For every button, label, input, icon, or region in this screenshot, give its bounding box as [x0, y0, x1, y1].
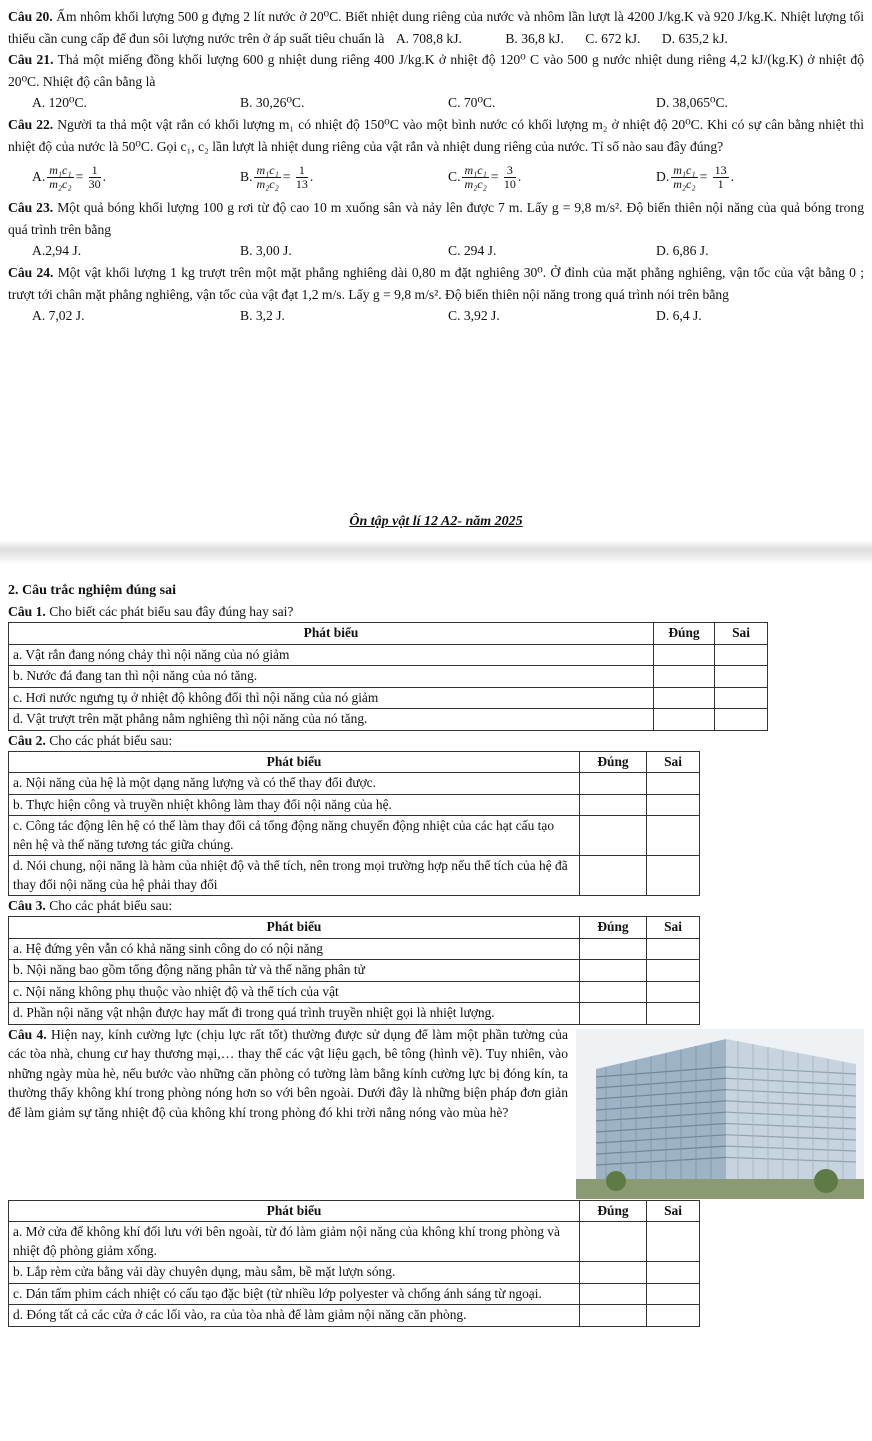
fraction-options-row — [8, 157, 864, 197]
question-number: Câu 23. — [8, 200, 54, 215]
question-text: Cho các phát biểu sau: — [49, 732, 173, 748]
question-number: Câu 22. — [8, 117, 54, 132]
question-text: Cho biết các phát biểu sau đây đúng hay sai? — [49, 604, 294, 619]
question-header — [8, 1025, 568, 1123]
table-row — [9, 709, 768, 731]
false-answer-cell[interactable] — [715, 687, 768, 709]
column-header-true: Đúng — [580, 1200, 647, 1222]
page-title: Ôn tập vật lí 12 A2- năm 2025 — [349, 514, 523, 529]
table-header-row — [9, 623, 768, 645]
column-header-statement: Phát biểu — [9, 1200, 580, 1222]
table-header-row — [9, 1200, 700, 1222]
true-false-table — [8, 622, 768, 731]
column-header-statement: Phát biểu — [9, 917, 580, 939]
table-header-row — [9, 917, 700, 939]
true-answer-cell[interactable] — [654, 644, 715, 666]
question-text: Ấm nhôm khối lượng 500 g đựng 2 lít nước ở 20⁰C. Biết nhiệt dung riêng của nước và nhôm lần lượt là 4200 J/kg.K và 920 J/kg.K. Nhiệt lượng tối thiểu cần cung cấp để đun sôi lượng nước trên ở áp suất tiêu chuẩn là — [8, 9, 864, 46]
true-answer-cell[interactable] — [580, 1283, 647, 1305]
table-row — [9, 856, 700, 896]
question-number: Câu 21. — [8, 52, 54, 67]
true-answer-cell[interactable] — [580, 981, 647, 1003]
option-d: D. 635,2 kJ. — [661, 30, 728, 46]
question-text: Một quả bóng khối lượng 100 g rơi từ độ cao 10 m xuống sân và nảy lên được 7 m. Lấy g = 9,8 m/s². Độ biến thiên nội năng của quả bóng trong quá trình trên bằng — [8, 200, 864, 237]
question-with-figure — [8, 1025, 864, 1200]
option-c: C. 70⁰C. — [448, 95, 496, 110]
table-header-row — [9, 751, 700, 773]
true-answer-cell[interactable] — [654, 687, 715, 709]
question-text: Cho các phát biểu sau: — [49, 898, 173, 913]
option-d: D. $\frac{\text{m₁c₁}}{\text{m₂c₂}}$ = $\frac{13}{1}$ . — [656, 163, 735, 192]
false-answer-cell[interactable] — [647, 816, 700, 856]
table-row — [9, 816, 700, 856]
option-c: C. 672 kJ. — [585, 30, 641, 46]
option-b: B. $\frac{\text{m₁c₁}}{\text{m₂c₂}}$ = $\frac{1}{13}$ . — [240, 163, 314, 192]
statement-cell: a. Nội năng của hệ là một dạng năng lượng và có thể thay đổi được. — [9, 773, 580, 795]
question-header — [8, 731, 864, 751]
column-header-true: Đúng — [580, 751, 647, 773]
question-text: Thả một miếng đồng khối lượng 600 g nhiệt dung riêng 400 J/kg.K ở nhiệt độ 120⁰ C vào 500 g nước nhiệt dung riêng 4,2 kJ/(kg.K) ở nhiệt độ 20⁰C. Nhiệt độ cân bằng là — [8, 52, 864, 89]
statement-cell: c. Nội năng không phụ thuộc vào nhiệt độ và thể tích của vật — [9, 981, 580, 1003]
table-row — [9, 687, 768, 709]
column-header-statement: Phát biểu — [9, 751, 580, 773]
question-text: Một vật khối lượng 1 kg trượt trên một mặt phẳng nghiêng dài 0,80 m đặt nghiêng 30⁰. Ở đỉnh của mặt phẳng nghiêng, vận tốc của vật bằng 0 ; trượt tới chân mặt phẳng nghiêng, vận tốc của vật đạt 1,2 m/s. Lấy g = 9,8 m/s². Độ biến thiên nội năng trong quá trình nói trên bằng — [8, 265, 864, 302]
column-header-true: Đúng — [580, 917, 647, 939]
true-answer-cell[interactable] — [580, 1222, 647, 1262]
question-number: Câu 24. — [8, 265, 54, 280]
true-false-table — [8, 1200, 700, 1327]
false-answer-cell[interactable] — [647, 1283, 700, 1305]
statement-cell: a. Vật rắn đang nóng chảy thì nội năng của nó giảm — [9, 644, 654, 666]
false-answer-cell[interactable] — [715, 709, 768, 731]
question-number: Câu 20. — [8, 9, 53, 24]
question-23 — [8, 197, 864, 240]
tf-question-3 — [8, 896, 864, 1025]
column-header-statement: Phát biểu — [9, 623, 654, 645]
page-separator — [0, 540, 872, 564]
true-false-table — [8, 916, 700, 1025]
false-answer-cell[interactable] — [715, 666, 768, 688]
statement-cell: d. Nói chung, nội năng là hàm của nhiệt độ và thể tích, nên trong mọi trường hợp nếu thể tích của hệ đã thay đổi nội năng của hệ phải thay đổi — [9, 856, 580, 896]
option-a: A. 7,02 J. — [32, 308, 85, 323]
glass-building-image — [576, 1029, 864, 1199]
statement-cell: d. Đóng tất cả các cửa ở các lối vào, ra của tòa nhà để làm giảm nội năng căn phòng. — [9, 1305, 580, 1327]
false-answer-cell[interactable] — [647, 773, 700, 795]
question-header — [8, 896, 864, 916]
true-answer-cell[interactable] — [580, 960, 647, 982]
question-text: Người ta thả một vật rắn có khối lượng m₁ có nhiệt độ 150⁰C vào một bình nước có khối lượng m₂ ở nhiệt độ 20⁰C. Khi có sự cân bằng nhiệt thì nhiệt độ của nước là 50⁰C. Gọi c₁, c₂ lần lượt là nhiệt dung riêng của vật rắn và nhiệt dung riêng của nước. Tỉ số nào sau đây đúng? — [8, 117, 864, 154]
true-answer-cell[interactable] — [580, 856, 647, 896]
table-row — [9, 938, 700, 960]
table-row — [9, 666, 768, 688]
column-header-false: Sai — [647, 751, 700, 773]
statement-cell: c. Hơi nước ngưng tụ ở nhiệt độ không đổi thì nội năng của nó giảm — [9, 687, 654, 709]
statement-cell: b. Thực hiện công và truyền nhiệt không làm thay đổi nội năng của hệ. — [9, 794, 580, 816]
column-header-false: Sai — [647, 917, 700, 939]
statement-cell: b. Nước đá đang tan thì nội năng của nó tăng. — [9, 666, 654, 688]
option-b: B. 36,8 kJ. — [505, 30, 564, 46]
question-22 — [8, 114, 864, 157]
false-answer-cell[interactable] — [647, 856, 700, 896]
true-answer-cell[interactable] — [580, 794, 647, 816]
false-answer-cell[interactable] — [647, 981, 700, 1003]
statement-cell: c. Dán tấm phim cách nhiệt có cấu tạo đặc biệt (từ nhiều lớp polyester và chống ánh sáng từ ngoại. — [9, 1283, 580, 1305]
statement-cell: b. Lắp rèm cửa bằng vải dày chuyên dụng, màu sẫm, bề mặt lượn sóng. — [9, 1262, 580, 1284]
section-heading: 2. Câu trắc nghiệm đúng sai — [8, 583, 177, 598]
question-24 — [8, 262, 864, 305]
option-d: D. 6,4 J. — [656, 308, 702, 323]
table-row — [9, 1283, 700, 1305]
table-row — [9, 1222, 700, 1262]
option-a: A. 708,8 kJ. — [395, 30, 462, 46]
true-answer-cell[interactable] — [580, 938, 647, 960]
statement-cell: d. Phần nội năng vật nhận được hay mất đi trong quá trình truyền nhiệt gọi là nhiệt lượng. — [9, 1003, 580, 1025]
option-b: B. 3,2 J. — [240, 308, 285, 323]
options-row — [8, 240, 864, 262]
statement-cell: d. Vật trượt trên mặt phẳng nằm nghiêng thì nội năng của nó tăng. — [9, 709, 654, 731]
table-row — [9, 981, 700, 1003]
option-b: B. 3,00 J. — [240, 243, 292, 258]
statement-cell: c. Công tác động lên hệ có thể làm thay đổi cả tổng động năng chuyển động nhiệt của các hạt cấu tạo nên hệ và thế năng tương tác giữa chúng. — [9, 816, 580, 856]
true-false-table — [8, 751, 700, 897]
table-row — [9, 1305, 700, 1327]
true-answer-cell[interactable] — [580, 1003, 647, 1025]
true-answer-cell[interactable] — [580, 773, 647, 795]
option-d: D. 6,86 J. — [656, 243, 709, 258]
table-row — [9, 644, 768, 666]
table-row — [9, 960, 700, 982]
false-answer-cell[interactable] — [647, 1222, 700, 1262]
question-header — [8, 602, 864, 622]
true-answer-cell[interactable] — [580, 816, 647, 856]
true-false-section — [8, 580, 864, 1327]
column-header-false: Sai — [647, 1200, 700, 1222]
options-row — [8, 92, 864, 114]
true-answer-cell[interactable] — [654, 666, 715, 688]
false-answer-cell[interactable] — [647, 1003, 700, 1025]
option-c: C. 3,92 J. — [448, 308, 500, 323]
option-b: B. 30,26⁰C. — [240, 95, 305, 110]
previous-page-questions — [8, 6, 864, 327]
option-a: A.2,94 J. — [32, 243, 82, 258]
option-c: C. 294 J. — [448, 243, 497, 258]
table-row — [9, 1262, 700, 1284]
question-21 — [8, 49, 864, 92]
column-header-true: Đúng — [654, 623, 715, 645]
question-number: Câu 1. — [8, 604, 46, 619]
statement-cell: a. Hệ đứng yên vẫn có khả năng sinh công do có nội năng — [9, 938, 580, 960]
true-answer-cell[interactable] — [654, 709, 715, 731]
question-20 — [8, 6, 864, 49]
option-c: C. $\frac{\text{m₁c₁}}{\text{m₂c₂}}$ = $\frac{3}{10}$ . — [448, 163, 522, 192]
statement-cell: a. Mở cửa để không khí đối lưu với bên ngoài, từ đó làm giảm nội năng của không khí trong phòng và nhiệt độ phòng giảm xống. — [9, 1222, 580, 1262]
tf-question-1 — [8, 602, 864, 731]
option-d: D. 38,065⁰C. — [656, 95, 728, 110]
false-answer-cell[interactable] — [647, 1305, 700, 1327]
true-answer-cell[interactable] — [580, 1262, 647, 1284]
table-row — [9, 773, 700, 795]
question-number: Câu 2. — [8, 732, 46, 748]
option-a: A. $\frac{\text{m₁c₁}}{\text{m₂c₂}}$ = $\frac{1}{30}$ . — [32, 163, 107, 192]
table-row — [9, 794, 700, 816]
options-row — [8, 305, 864, 327]
question-number: Câu 3. — [8, 898, 46, 913]
false-answer-cell[interactable] — [715, 644, 768, 666]
true-answer-cell[interactable] — [580, 1305, 647, 1327]
option-a: A. 120⁰C. — [32, 95, 87, 110]
tf-question-2 — [8, 731, 864, 897]
tf-question-4 — [8, 1025, 864, 1327]
question-number: Câu 4. — [8, 1026, 47, 1042]
question-text: Hiện nay, kính cường lực (chịu lực rất tốt) thường được sử dụng để làm một phần tường của các tòa nhà, chung cư hay thương mại,… thay thế các vật liệu gạch, bê tông (hình vẽ). Tuy nhiên, vào những ngày mùa hè, nếu bước vào những căn phòng có tường làm bằng kính cường lực bị đóng kín, ta thường thấy không khí trong phòng nóng hơn so với bên ngoài. Dưới đây là những biện pháp đơn giản để làm giảm sự tăng nhiệt độ của không khí trong phòng đó khi trời nắng nóng vào mùa hè? — [8, 1026, 568, 1120]
false-answer-cell[interactable] — [647, 794, 700, 816]
false-answer-cell[interactable] — [647, 960, 700, 982]
statement-cell: b. Nội năng bao gồm tổng động năng phân tử và thế năng phân tử — [9, 960, 580, 982]
table-row — [9, 1003, 700, 1025]
false-answer-cell[interactable] — [647, 1262, 700, 1284]
column-header-false: Sai — [715, 623, 768, 645]
tf-questions — [8, 602, 864, 1327]
false-answer-cell[interactable] — [647, 938, 700, 960]
